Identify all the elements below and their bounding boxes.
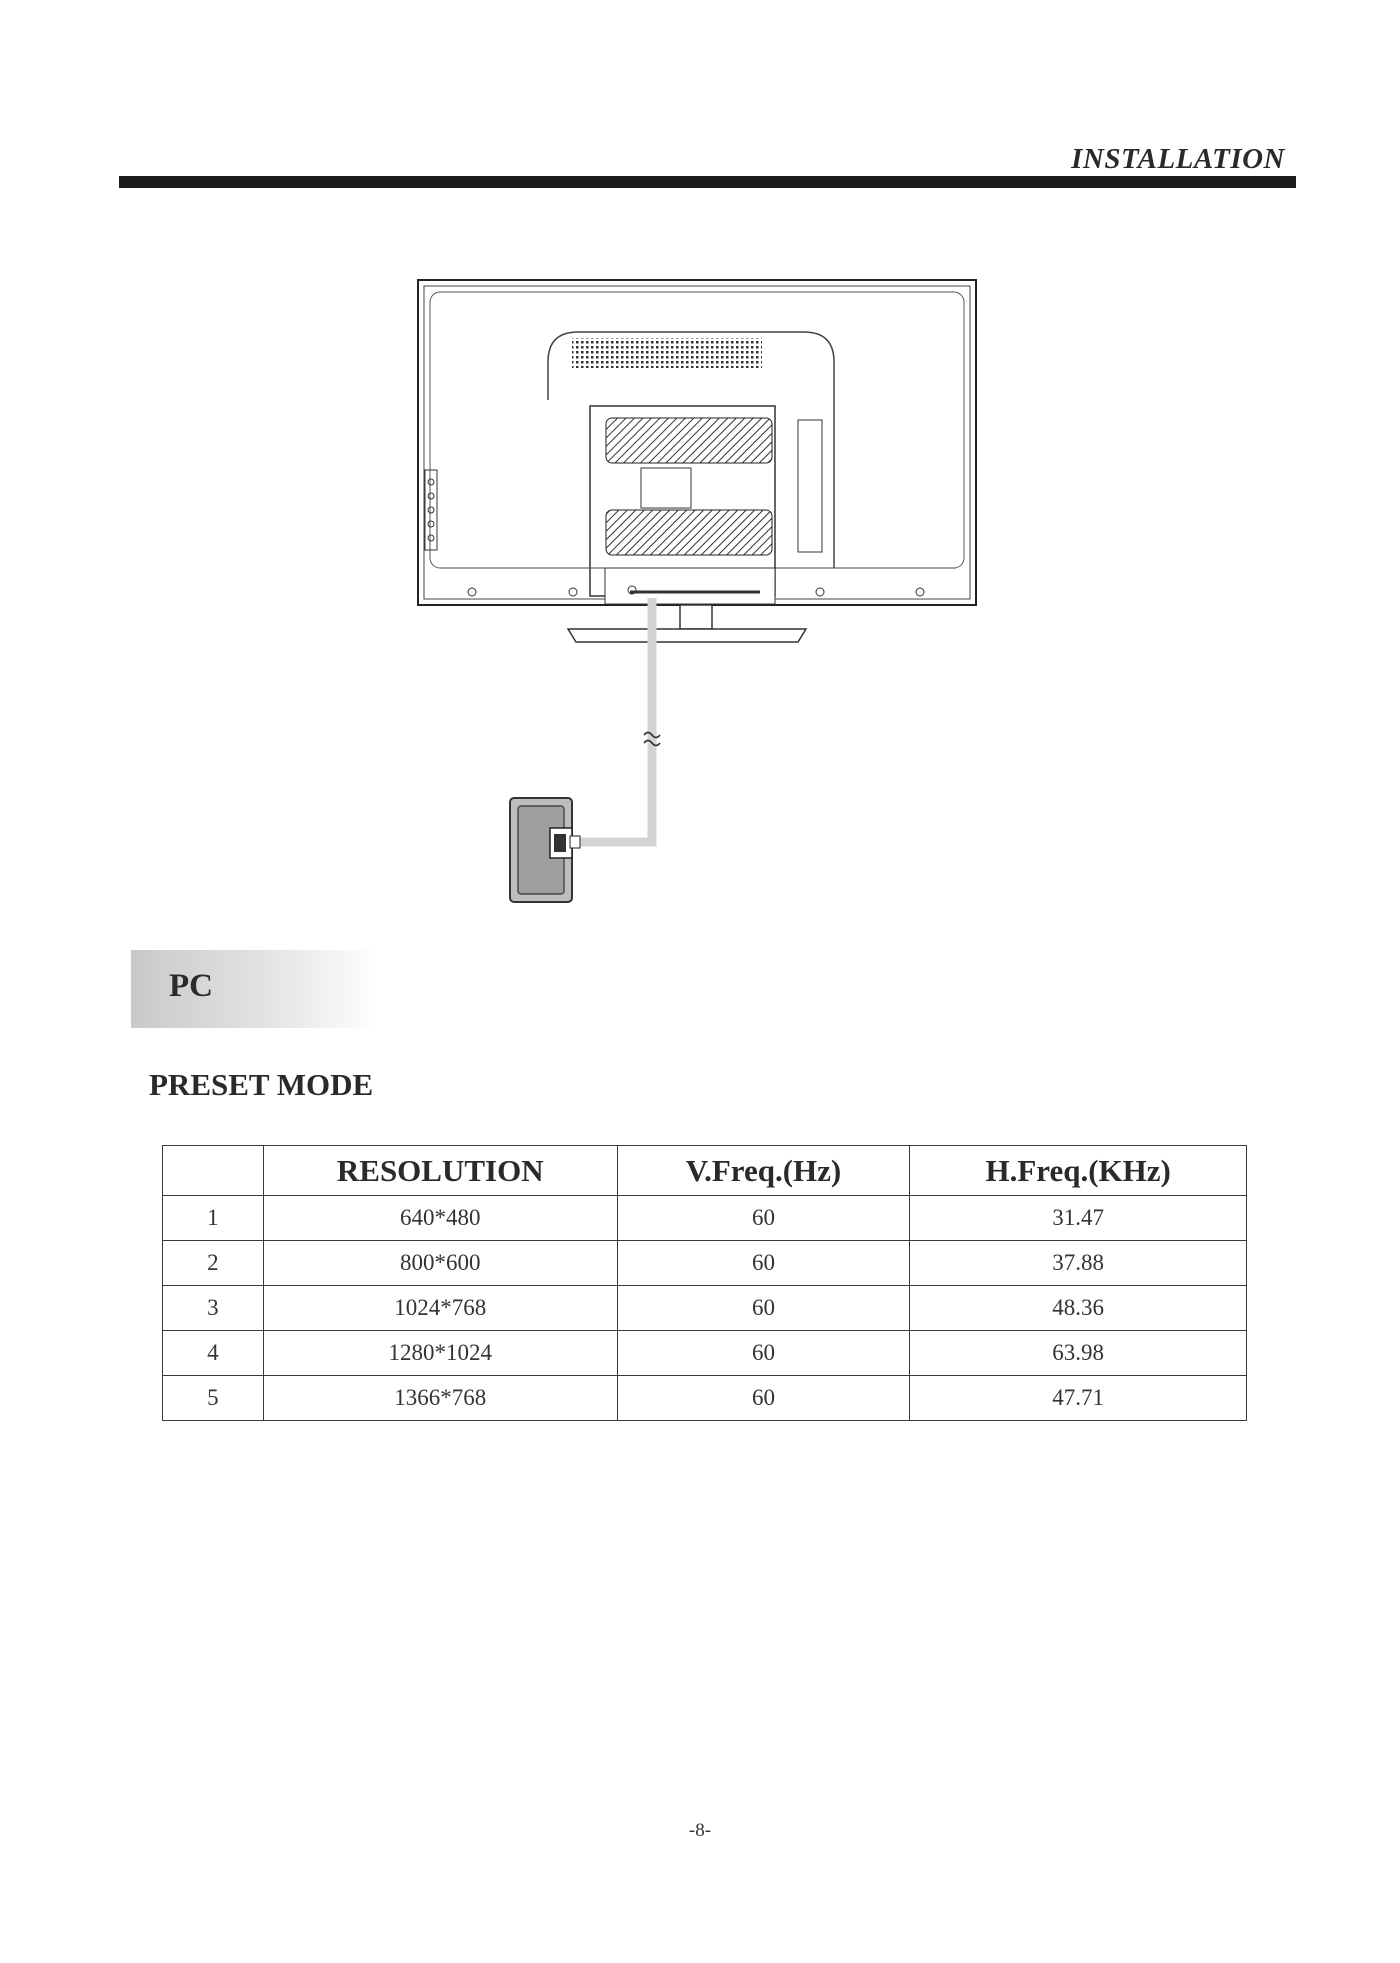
table-row (163, 1376, 1247, 1421)
header-cell-resolution: RESOLUTION (263, 1146, 617, 1196)
header-cell-vfreq: V.Freq.(Hz) (617, 1146, 910, 1196)
cell-hfreq: 48.36 (910, 1286, 1247, 1331)
cell-index: 1 (163, 1196, 264, 1241)
header-cell-hfreq: H.Freq.(KHz) (910, 1146, 1247, 1196)
cell-vfreq: 60 (617, 1286, 910, 1331)
cell-hfreq: 47.71 (910, 1376, 1247, 1421)
cell-vfreq: 60 (617, 1241, 910, 1286)
table-row (163, 1241, 1247, 1286)
header-section-title: INSTALLATION (1071, 143, 1285, 175)
table-row (163, 1196, 1247, 1241)
table-row (163, 1331, 1247, 1376)
tv-power-connection-diagram (400, 270, 1000, 910)
cell-index: 3 (163, 1286, 264, 1331)
tv-stand (568, 605, 806, 642)
cell-hfreq: 63.98 (910, 1331, 1247, 1376)
header-cell-index (163, 1146, 264, 1196)
preset-mode-heading: PRESET MODE (149, 1067, 374, 1102)
cell-hfreq: 31.47 (910, 1196, 1247, 1241)
cell-vfreq: 60 (617, 1331, 910, 1376)
tv-back-panel (418, 280, 976, 605)
cell-vfreq: 60 (617, 1376, 910, 1421)
cell-resolution: 1366*768 (263, 1376, 617, 1421)
section-tab-label: PC (169, 968, 213, 1004)
cell-hfreq: 37.88 (910, 1241, 1247, 1286)
table-header-row (163, 1146, 1247, 1196)
preset-mode-table (162, 1145, 1247, 1421)
table-row (163, 1286, 1247, 1331)
page-number: -8- (688, 1820, 712, 1841)
cell-vfreq: 60 (617, 1196, 910, 1241)
section-tab-pc (131, 950, 379, 1028)
cell-resolution: 800*600 (263, 1241, 617, 1286)
cell-index: 5 (163, 1376, 264, 1421)
header-rule (119, 176, 1296, 188)
cell-resolution: 1024*768 (263, 1286, 617, 1331)
wall-outlet (510, 798, 580, 902)
cell-index: 2 (163, 1241, 264, 1286)
cell-resolution: 640*480 (263, 1196, 617, 1241)
cell-index: 4 (163, 1331, 264, 1376)
cell-resolution: 1280*1024 (263, 1331, 617, 1376)
